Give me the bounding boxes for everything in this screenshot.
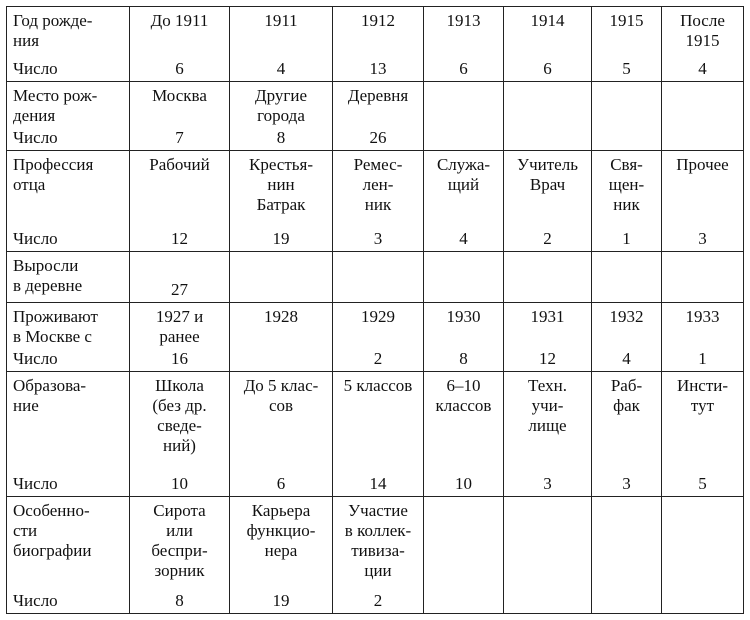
row-label: Проживают в Москве с — [13, 307, 98, 346]
cell-count: 7 — [175, 128, 184, 147]
table-cell — [424, 252, 504, 303]
cell-category: 1914 — [530, 11, 565, 30]
table-cell — [230, 82, 333, 151]
cell-category: До 5 клас- сов — [243, 376, 319, 415]
cell-category: 5 классов — [343, 376, 413, 395]
cell-category: 1932 — [609, 307, 644, 326]
count-label: Число — [13, 128, 58, 147]
cell-category — [333, 252, 423, 256]
table-cell — [424, 303, 504, 372]
cell-count — [662, 611, 743, 613]
cell-category: 1911 — [264, 11, 298, 30]
cell-count: 6 — [459, 59, 468, 78]
cell-category: Учитель Врач — [517, 155, 578, 194]
cell-category: Ремес- лен- ник — [353, 155, 403, 214]
cell-count: 16 — [171, 349, 188, 368]
cell-count — [424, 611, 503, 613]
table-cell — [504, 7, 592, 82]
row-label: Особенно- сти биографии — [13, 501, 92, 560]
table-cell — [662, 497, 744, 614]
table-cell — [504, 151, 592, 252]
row-header — [7, 303, 130, 372]
cell-count: 12 — [171, 229, 188, 248]
table-cell — [130, 82, 230, 151]
table-cell — [230, 252, 333, 303]
count-label: Число — [13, 59, 58, 78]
table-cell — [662, 7, 744, 82]
table-cell — [504, 497, 592, 614]
table-cell — [504, 372, 592, 497]
cell-count — [592, 611, 661, 613]
cell-category: Прочее — [676, 155, 729, 174]
cell-count: 26 — [369, 128, 387, 147]
table-cell — [424, 497, 504, 614]
cell-count: 3 — [622, 474, 631, 493]
table-cell — [592, 82, 662, 151]
table-cell — [333, 151, 424, 252]
cell-category: Служа- щий — [436, 155, 491, 194]
cell-category: Участие в коллек- тивиза- ции — [344, 501, 412, 580]
table-cell — [592, 372, 662, 497]
cell-count: 13 — [369, 59, 387, 78]
cell-count: 19 — [272, 229, 290, 248]
count-label: Число — [13, 229, 58, 248]
cell-category: 1931 — [530, 307, 565, 326]
table-row — [7, 303, 744, 372]
cell-count: 1 — [698, 349, 707, 368]
table-cell — [662, 151, 744, 252]
cell-category: До 1911 — [150, 11, 209, 30]
row-header — [7, 252, 130, 303]
cell-count: 4 — [622, 349, 631, 368]
cell-count: 14 — [369, 474, 387, 493]
table-cell — [230, 151, 333, 252]
count-label: Число — [13, 349, 58, 368]
cell-category: 1927 и ранее — [155, 307, 204, 346]
table-cell — [504, 82, 592, 151]
cell-category — [662, 82, 743, 86]
row-header — [7, 372, 130, 497]
cell-category: Инсти- тут — [676, 376, 729, 415]
table-cell — [662, 82, 744, 151]
cell-category — [662, 252, 743, 256]
cell-count: 4 — [276, 59, 286, 78]
cell-count: 2 — [373, 349, 383, 368]
cell-count: 3 — [698, 229, 707, 248]
cell-category: Москва — [152, 86, 207, 105]
table-cell — [130, 151, 230, 252]
cell-count: 8 — [175, 591, 184, 610]
cell-category — [592, 252, 661, 256]
cell-count: 6 — [543, 59, 552, 78]
table-cell — [333, 303, 424, 372]
table-cell — [130, 303, 230, 372]
row-header — [7, 7, 130, 82]
table-cell — [592, 303, 662, 372]
cell-category: 1912 — [361, 11, 395, 30]
biography-table — [6, 6, 744, 614]
cell-category: 1933 — [685, 307, 720, 326]
table-cell — [130, 497, 230, 614]
cell-count: 19 — [272, 591, 290, 610]
cell-count: 10 — [455, 474, 472, 493]
cell-count: 4 — [459, 229, 468, 248]
row-header — [7, 497, 130, 614]
table-row — [7, 497, 744, 614]
table-cell — [504, 252, 592, 303]
cell-count — [504, 611, 591, 613]
table-cell — [130, 7, 230, 82]
table-cell — [424, 151, 504, 252]
table-cell — [424, 7, 504, 82]
cell-count: 8 — [276, 128, 286, 147]
cell-count: 3 — [543, 474, 552, 493]
table-cell — [333, 82, 424, 151]
table-cell — [230, 303, 333, 372]
table-cell — [230, 372, 333, 497]
cell-category: Крестья- нин Батрак — [248, 155, 313, 214]
table-cell — [662, 372, 744, 497]
cell-category — [504, 82, 591, 86]
cell-category: После 1915 — [680, 11, 725, 50]
cell-category — [424, 82, 503, 86]
cell-category: Сирота или беспри- зорник — [151, 501, 208, 580]
cell-count: 2 — [543, 229, 552, 248]
table-row — [7, 82, 744, 151]
table-cell — [230, 497, 333, 614]
count-label: Число — [13, 474, 58, 493]
row-header — [7, 151, 130, 252]
cell-count: 27 — [171, 280, 188, 299]
cell-count: 3 — [373, 229, 383, 248]
table-cell — [130, 372, 230, 497]
cell-count: 6 — [175, 59, 184, 78]
cell-category — [504, 252, 591, 256]
table-cell — [592, 252, 662, 303]
table-row — [7, 372, 744, 497]
cell-category: Карьера функцио- нера — [246, 501, 316, 560]
cell-category: 6–10 классов — [435, 376, 492, 415]
table-cell — [592, 7, 662, 82]
table-cell — [333, 497, 424, 614]
cell-count: 2 — [373, 591, 383, 610]
cell-category — [592, 497, 661, 501]
table-cell — [424, 82, 504, 151]
count-label: Число — [13, 591, 58, 610]
table-row — [7, 252, 744, 303]
row-label: Место рож- дения — [13, 86, 98, 125]
table-cell — [662, 303, 744, 372]
cell-category: Раб- фак — [610, 376, 643, 415]
cell-category: Школа (без др. сведе- ний) — [152, 376, 207, 455]
cell-category: 1930 — [446, 307, 481, 326]
table-cell — [333, 7, 424, 82]
cell-category: Другие города — [255, 86, 307, 125]
table-cell — [130, 252, 230, 303]
cell-count: 6 — [276, 474, 286, 493]
cell-category — [424, 252, 503, 256]
cell-count: 10 — [171, 474, 188, 493]
cell-category: Рабочий — [149, 155, 210, 174]
cell-category — [130, 252, 229, 256]
table-cell — [592, 497, 662, 614]
cell-category — [424, 497, 503, 501]
cell-count: 12 — [539, 349, 556, 368]
cell-category — [662, 497, 743, 501]
row-header — [7, 82, 130, 151]
cell-count: 5 — [622, 59, 631, 78]
row-label: Профессия отца — [13, 155, 94, 194]
row-label: Выросли в деревне — [13, 256, 83, 295]
cell-count: 1 — [622, 229, 631, 248]
cell-category: 1915 — [609, 11, 644, 30]
cell-count: 5 — [698, 474, 707, 493]
table-cell — [424, 372, 504, 497]
table-cell — [662, 252, 744, 303]
cell-count: 4 — [698, 59, 707, 78]
cell-category: Деревня — [347, 86, 409, 105]
cell-category: Свя- щен- ник — [608, 155, 645, 214]
cell-category: Техн. учи- лище — [528, 376, 567, 435]
cell-category: 1928 — [264, 307, 298, 326]
table-row — [7, 7, 744, 82]
table-cell — [333, 252, 424, 303]
table-cell — [333, 372, 424, 497]
row-label: Образова- ние — [13, 376, 87, 415]
row-label: Год рожде- ния — [13, 11, 93, 50]
table-cell — [230, 7, 333, 82]
cell-category — [230, 252, 332, 256]
cell-category — [504, 497, 591, 501]
cell-count: 8 — [459, 349, 468, 368]
cell-category: 1913 — [446, 11, 481, 30]
table-row — [7, 151, 744, 252]
cell-category: 1929 — [361, 307, 395, 326]
table-cell — [504, 303, 592, 372]
table-cell — [592, 151, 662, 252]
cell-category — [592, 82, 661, 86]
